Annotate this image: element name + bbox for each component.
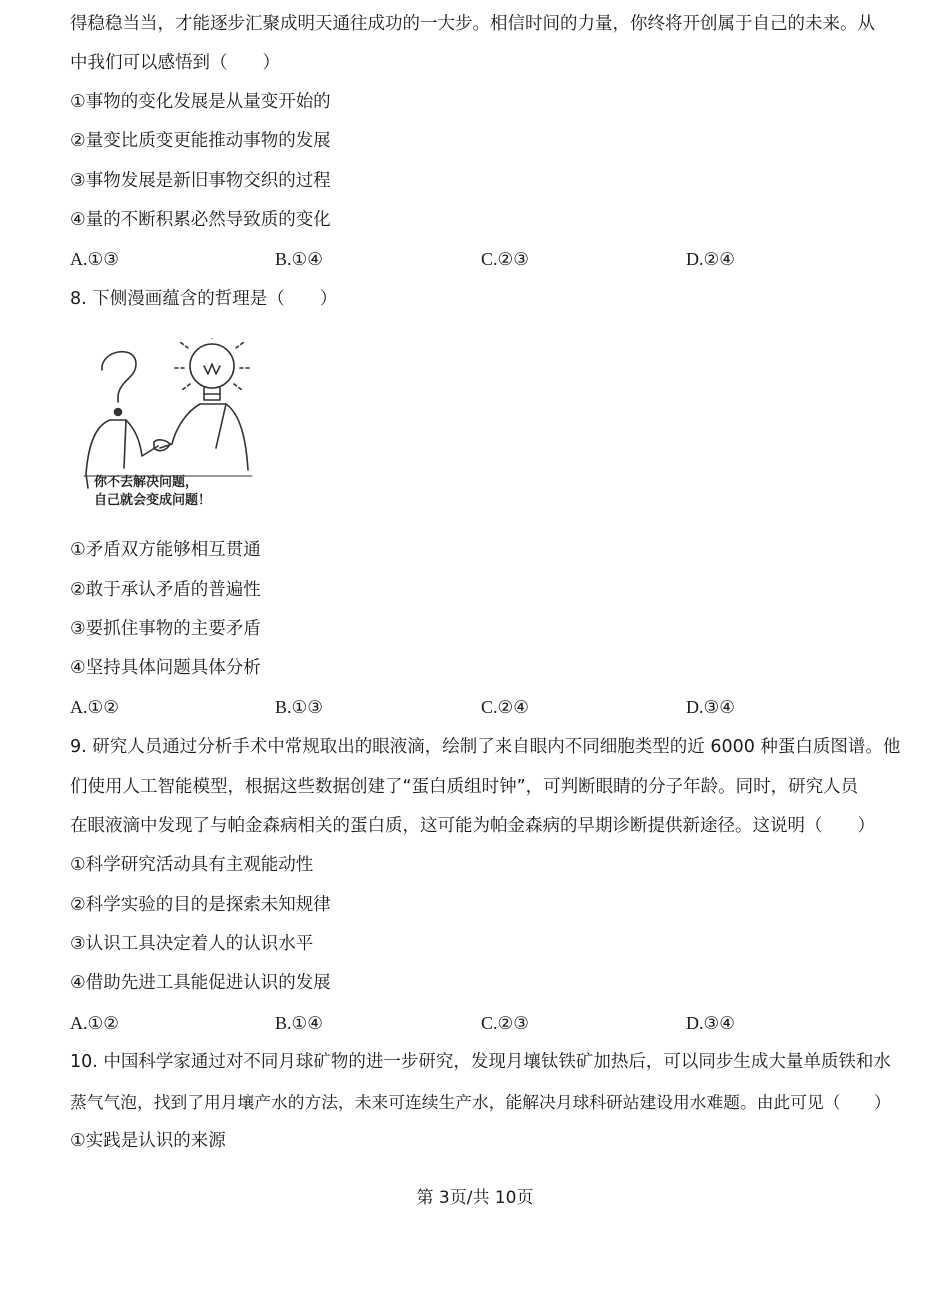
left-figure-collar (110, 420, 126, 468)
q8-stem: 8. 下侧漫画蕴含的哲理是（ ） (70, 289, 338, 309)
q7-option-c[interactable]: C.②③ (481, 249, 529, 270)
q10-statement-1: ①实践是认识的来源 (70, 1131, 226, 1151)
q9-statement-3: ③认识工具决定着人的认识水平 (70, 934, 314, 954)
cartoon-image (80, 338, 255, 518)
q7-statement-4: ④量的不断积累必然导致质的变化 (70, 210, 331, 230)
q9-stem-line1: 9. 研究人员通过分析手术中常规取出的眼液滴，绘制了来自眼内不同细胞类型的近 6000 种蛋白质图谱。他 (70, 737, 901, 757)
left-figure-back (86, 420, 110, 474)
cartoon-caption-2: 自己就会变成问题！ (94, 493, 212, 508)
q8-statement-3: ③要抓住事物的主要矛盾 (70, 619, 261, 639)
left-figure-arm (126, 420, 158, 456)
page-number-footer: 第 3页/共 10页 (416, 1188, 534, 1208)
right-figure-back (226, 404, 248, 470)
q8-option-c[interactable]: C.②④ (481, 697, 529, 718)
q9-statement-1: ①科学研究活动具有主观能动性 (70, 855, 314, 875)
bulb-filament (204, 364, 220, 374)
q7-statement-3: ③事物发展是新旧事物交织的过程 (70, 171, 331, 191)
right-figure-collar (200, 404, 226, 448)
q7-option-b[interactable]: B.①④ (275, 249, 323, 270)
q8-statement-4: ④坚持具体问题具体分析 (70, 658, 261, 678)
q7-option-a[interactable]: A.①③ (70, 249, 119, 270)
q7-option-d[interactable]: D.②④ (686, 249, 735, 270)
q9-statement-4: ④借助先进工具能促进认识的发展 (70, 973, 331, 993)
question-mark-dot (115, 409, 122, 416)
cartoon-caption-1: 你不去解决问题， (94, 475, 199, 490)
q8-statement-1: ①矛盾双方能够相互贯通 (70, 540, 261, 560)
question-mark-head-icon (102, 352, 136, 402)
q8-option-b[interactable]: B.①③ (275, 697, 323, 718)
q9-option-d[interactable]: D.③④ (686, 1013, 735, 1034)
q9-option-c[interactable]: C.②③ (481, 1013, 529, 1034)
q9-stem-line2: 们使用人工智能模型，根据这些数据创建了“蛋白质组时钟”，可判断眼睛的分子年龄。同时，研究人员 (70, 777, 859, 797)
q9-stem-line3: 在眼液滴中发现了与帕金森病相关的蛋白质，这可能为帕金森病的早期诊断提供新途径。这说明（ ） (70, 816, 875, 836)
q9-statement-2: ②科学实验的目的是探索未知规律 (70, 895, 331, 915)
q8-statement-2: ②敢于承认矛盾的普遍性 (70, 580, 261, 600)
q9-option-a[interactable]: A.①② (70, 1013, 119, 1034)
q7-stem-line2: 中我们可以感悟到（ ） (70, 53, 280, 73)
q7-statement-2: ②量变比质变更能推动事物的发展 (70, 131, 331, 151)
q7-statement-1: ①事物的变化发展是从量变开始的 (70, 92, 331, 112)
q7-stem-line1: 得稳稳当当，才能逐步汇聚成明天通往成功的一大步。相信时间的力量，你终将开创属于自己的未来。从 (70, 14, 875, 34)
q10-stem-line2: 蒸气气泡，找到了用月壤产水的方法，未来可连续生产水，能解决月球科研站建设用水难题。由此可见（ ） (70, 1092, 891, 1112)
q8-option-a[interactable]: A.①② (70, 697, 119, 718)
q9-option-b[interactable]: B.①④ (275, 1013, 323, 1034)
q8-option-d[interactable]: D.③④ (686, 697, 735, 718)
q10-stem-line1: 10. 中国科学家通过对不同月球矿物的进一步研究，发现月壤钛铁矿加热后，可以同步生成大量单质铁和水 (70, 1052, 891, 1072)
